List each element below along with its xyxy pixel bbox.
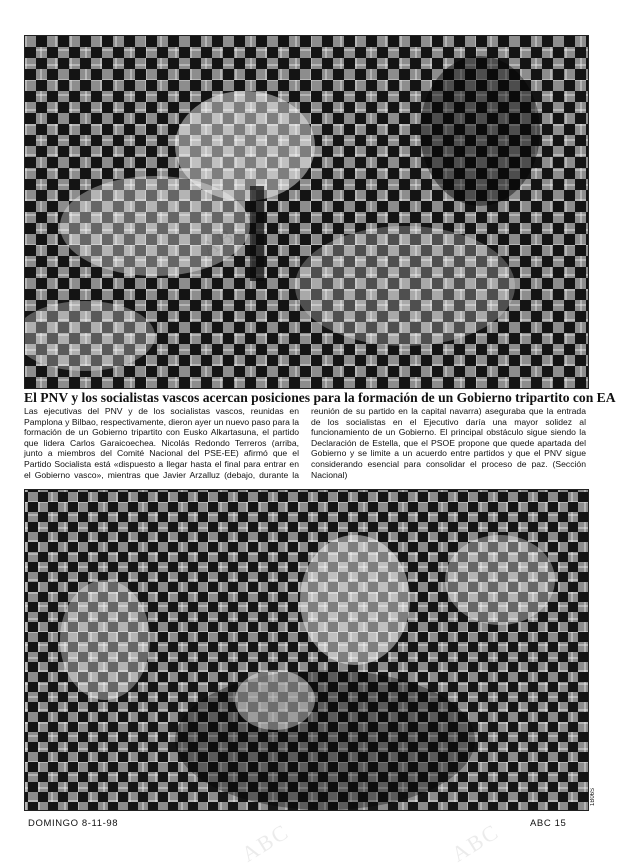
bottom-photo-figures [25, 490, 588, 810]
article-headline: El PNV y los socialistas vascos acercan posiciones para la formación de un Gobierno tripartito con EA [24, 390, 616, 405]
top-photo-figures [25, 36, 588, 388]
abc-watermark: ABC [447, 818, 504, 867]
abc-watermark: ABC [237, 818, 294, 867]
article-caption: Las ejecutivas del PNV y de los socialistas vascos, reunidas en Pamplona y Bilbao, respectivamente, dieron ayer un nuevo paso para la formación de un Gobierno tripartito con Eusko Alkartasuna, el partido que lidera Carlos Garaicoechea. Nicolás Redondo Terreros (arriba, junto a miembros del Comité Nacional del PSE-EE) afirmó que el Partido Socialista está «dispuesto a llegar hasta el final para entrar en el Gobierno vasco», mientras que Javier Arzalluz (debajo, durante la reunión de su partido en la capital navarra) aseguraba que la entrada de los socialistas en el Ejecutivo daría una mayor solidez al funcionamiento de un Gobierno. El principal obstáculo sigue siendo la Declaración de Estella, que el PSOE propone que quede apartada del Gobierno y se limite a un acuerdo entre partidos y que el PNV sigue considerando esencial para consolidar el proceso de paz. (Sección Nacional) [24, 406, 586, 480]
side-code: 1B06S [590, 788, 596, 807]
top-photo [24, 35, 589, 389]
footer-date: DOMINGO 8-11-98 [28, 818, 119, 829]
footer-page-number: ABC 15 [530, 818, 567, 829]
bottom-photo [24, 489, 589, 811]
